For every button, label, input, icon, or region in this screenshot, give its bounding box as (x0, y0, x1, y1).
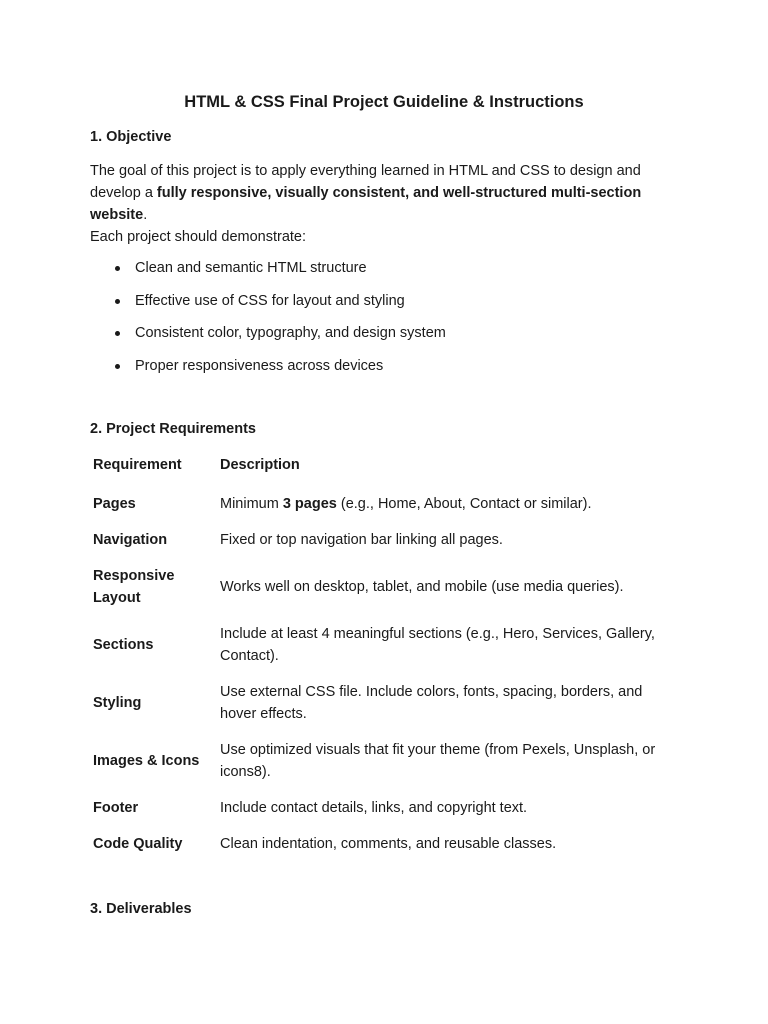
requirement-name: Styling (93, 695, 142, 711)
list-item: Proper responsiveness across devices (90, 355, 446, 388)
objective-intro-text: The goal of this project is to apply everything learned in HTML and CSS to design and develop a (90, 163, 641, 201)
requirement-desc-bold: 3 pages (282, 496, 337, 512)
table-row (90, 558, 675, 616)
requirement-description: Use external CSS file. Include colors, fonts, spacing, borders, and hover effects. (220, 684, 643, 722)
list-item: Effective use of CSS for layout and styling (90, 290, 446, 323)
objective-heading: 1. Objective (90, 129, 172, 145)
objective-demonstrate-line: Each project should demonstrate: (90, 229, 307, 245)
requirement-description: Include at least 4 meaningful sections (e.g., Hero, Services, Gallery, Contact). (220, 626, 655, 664)
objective-bullet-list (90, 257, 446, 387)
requirement-name: Pages (93, 496, 136, 512)
requirement-name: Sections (93, 637, 154, 653)
requirement-name: Images & Icons (93, 753, 200, 769)
requirement-desc-text: (e.g., Home, About, Contact or similar). (336, 496, 592, 512)
requirement-name: Responsive Layout (93, 568, 175, 606)
requirement-description (220, 493, 675, 515)
requirement-description: Include contact details, links, and copyright text. (220, 800, 528, 816)
objective-intro-end: . (143, 207, 148, 223)
objective-intro-bold: fully responsive, visually consistent, and well-structured multi-section website (90, 185, 642, 223)
requirement-name: Code Quality (93, 836, 183, 852)
table-row (90, 616, 675, 674)
requirement-description: Works well on desktop, tablet, and mobile (use media queries). (220, 579, 624, 595)
document-title: HTML & CSS Final Project Guideline & Instructions (184, 93, 584, 111)
table-header-row (90, 450, 675, 480)
requirements-heading: 2. Project Requirements (90, 421, 256, 437)
requirement-description: Clean indentation, comments, and reusable classes. (220, 836, 557, 852)
column-header-description: Description (220, 457, 300, 473)
table-row (90, 674, 675, 732)
objective-paragraph (90, 160, 670, 248)
table-row (90, 522, 675, 558)
list-item: Clean and semantic HTML structure (90, 257, 446, 290)
table-row (90, 486, 675, 522)
requirement-name: Navigation (93, 532, 168, 548)
deliverables-heading: 3. Deliverables (90, 901, 192, 917)
table-row (90, 826, 675, 862)
requirement-description: Use optimized visuals that fit your theme (from Pexels, Unsplash, or icons8). (220, 742, 656, 780)
requirement-name: Footer (93, 800, 139, 816)
requirement-description: Fixed or top navigation bar linking all pages. (220, 532, 503, 548)
list-item: Consistent color, typography, and design system (90, 322, 446, 355)
table-row (90, 790, 675, 826)
requirements-table (90, 450, 675, 862)
column-header-requirement: Requirement (93, 457, 182, 473)
requirement-desc-text: Minimum (220, 496, 283, 512)
table-row (90, 732, 675, 790)
